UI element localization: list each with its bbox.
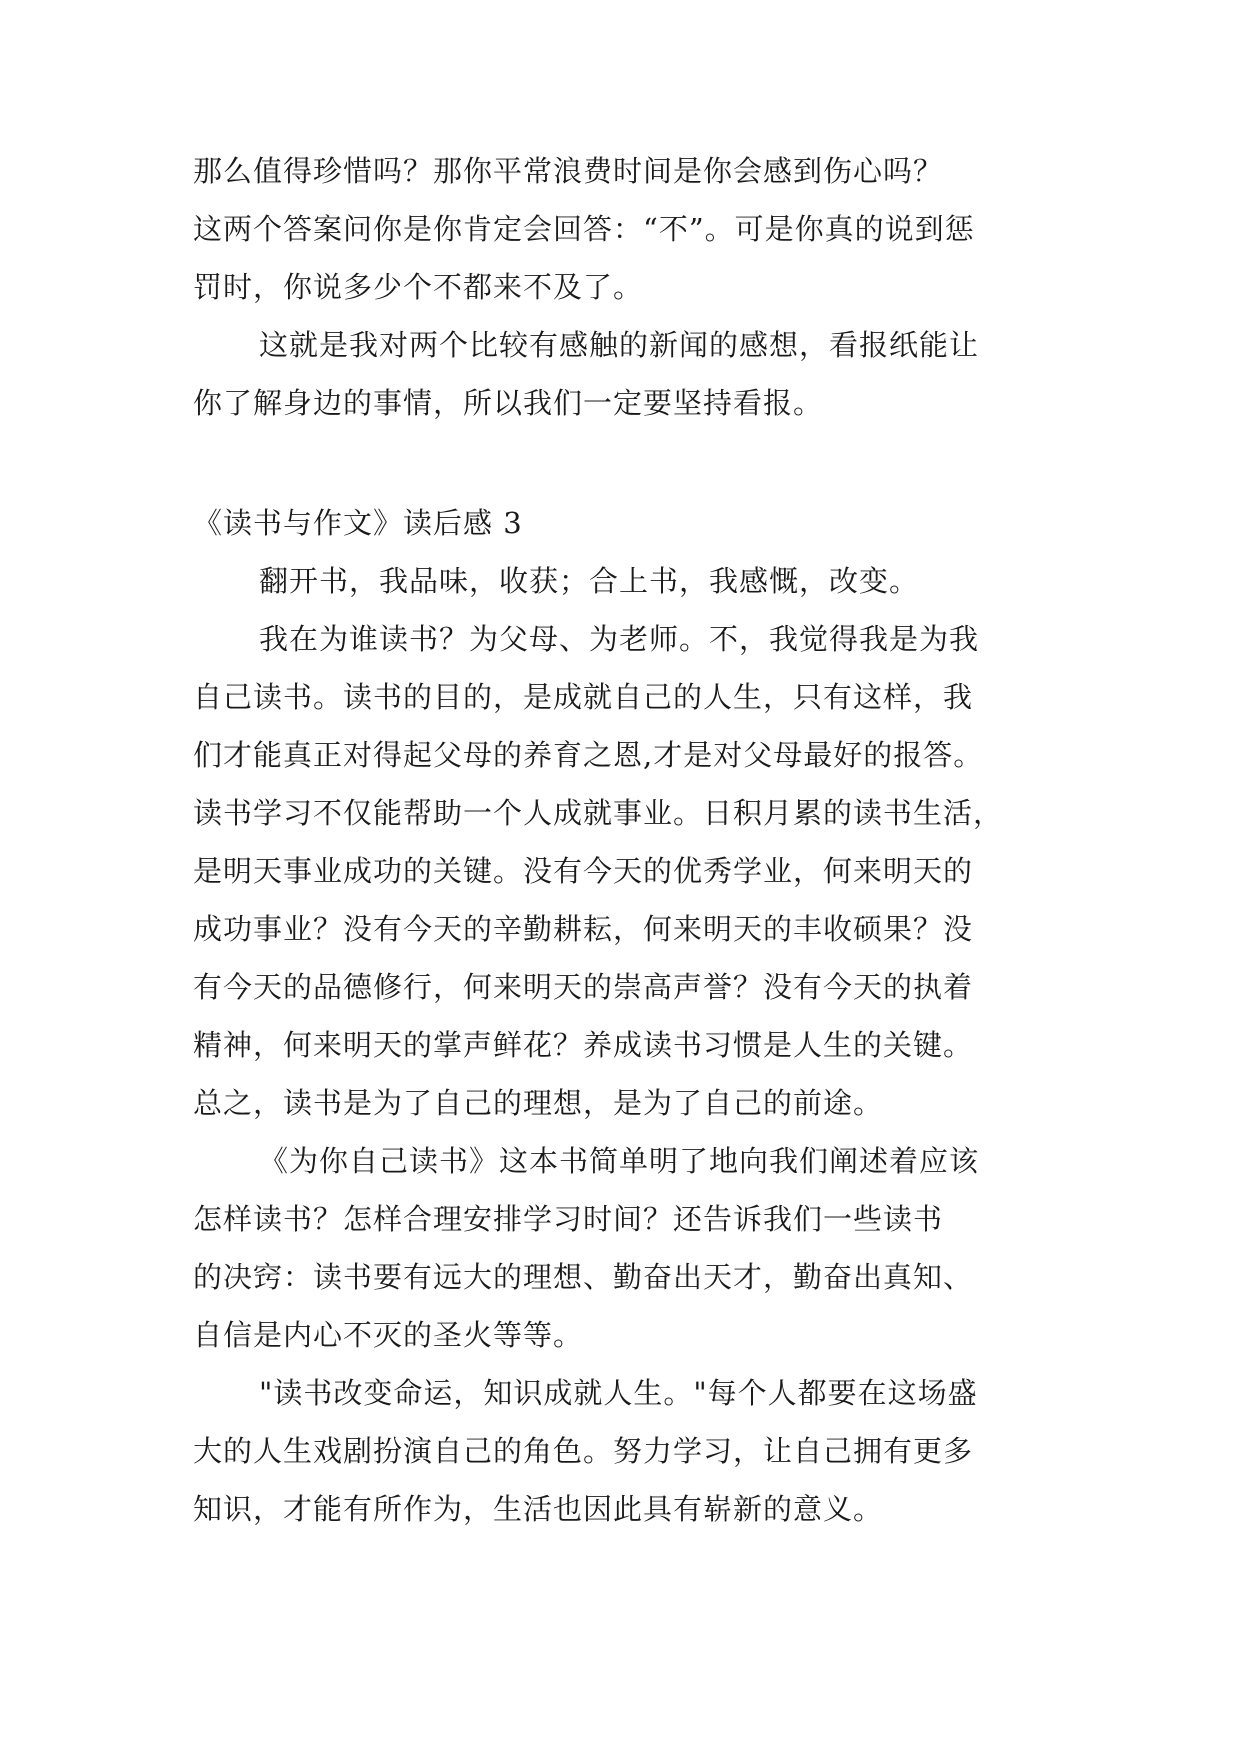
text-line: 精神，何来明天的掌声鲜花？养成读书习惯是人生的关键。: [193, 1028, 974, 1062]
text-line: 总之，读书是为了自己的理想，是为了自己的前途。: [193, 1086, 884, 1120]
text-line: 们才能真正对得起父母的养育之恩,才是对父母最好的报答。: [193, 738, 984, 772]
text-line: 知识，才能有所作为，生活也因此具有崭新的意义。: [193, 1492, 884, 1526]
paragraph: [193, 562, 1059, 620]
paragraph: [193, 1374, 1059, 1548]
section-title: 《读书与作文》读后感 3: [193, 506, 523, 540]
text-line: 我在为谁读书？为父母、为老师。不，我觉得我是为我: [259, 622, 980, 656]
text-line: 罚时，你说多少个不都来不及了。: [193, 270, 644, 304]
text-line: 成功事业？没有今天的辛勤耕耘，何来明天的丰收硕果？没: [193, 912, 974, 946]
text-line: 的决窍：读书要有远大的理想、勤奋出天才，勤奋出真知、: [193, 1260, 974, 1294]
text-line: 那么值得珍惜吗？那你平常浪费时间是你会感到伤心吗？: [193, 154, 944, 188]
text-line: 这就是我对两个比较有感触的新闻的感想，看报纸能让: [259, 328, 980, 362]
paragraph: [193, 1142, 1059, 1374]
text-line: 你了解身边的事情，所以我们一定要坚持看报。: [193, 386, 824, 420]
text-line: 是明天事业成功的关键。没有今天的优秀学业，何来明天的: [193, 854, 974, 888]
section-spacer: [193, 442, 1059, 504]
document-body: [193, 152, 1059, 1548]
paragraph: [193, 620, 1059, 1142]
text-line: 这两个答案问你是你肯定会回答：“不”。可是你真的说到惩: [193, 212, 975, 246]
text-line: 怎样读书？怎样合理安排学习时间？还告诉我们一些读书: [193, 1202, 944, 1236]
paragraph: [193, 152, 1059, 326]
paragraph: [193, 326, 1059, 442]
text-line: 有今天的品德修行，何来明天的崇高声誉？没有今天的执着: [193, 970, 974, 1004]
text-line: 自己读书。读书的目的，是成就自己的人生，只有这样，我: [193, 680, 974, 714]
text-line: "读书改变命运，知识成就人生。"每个人都要在这场盛: [259, 1376, 978, 1410]
text-line: 大的人生戏剧扮演自己的角色。努力学习，让自己拥有更多: [193, 1434, 974, 1468]
text-line: 《为你自己读书》这本书简单明了地向我们阐述着应该: [259, 1144, 980, 1178]
text-line: 翻开书，我品味，收获；合上书，我感慨，改变。: [259, 564, 920, 598]
text-line: 自信是内心不灭的圣火等等。: [193, 1318, 584, 1352]
text-line: 读书学习不仅能帮助一个人成就事业。日积月累的读书生活，: [193, 796, 1004, 830]
